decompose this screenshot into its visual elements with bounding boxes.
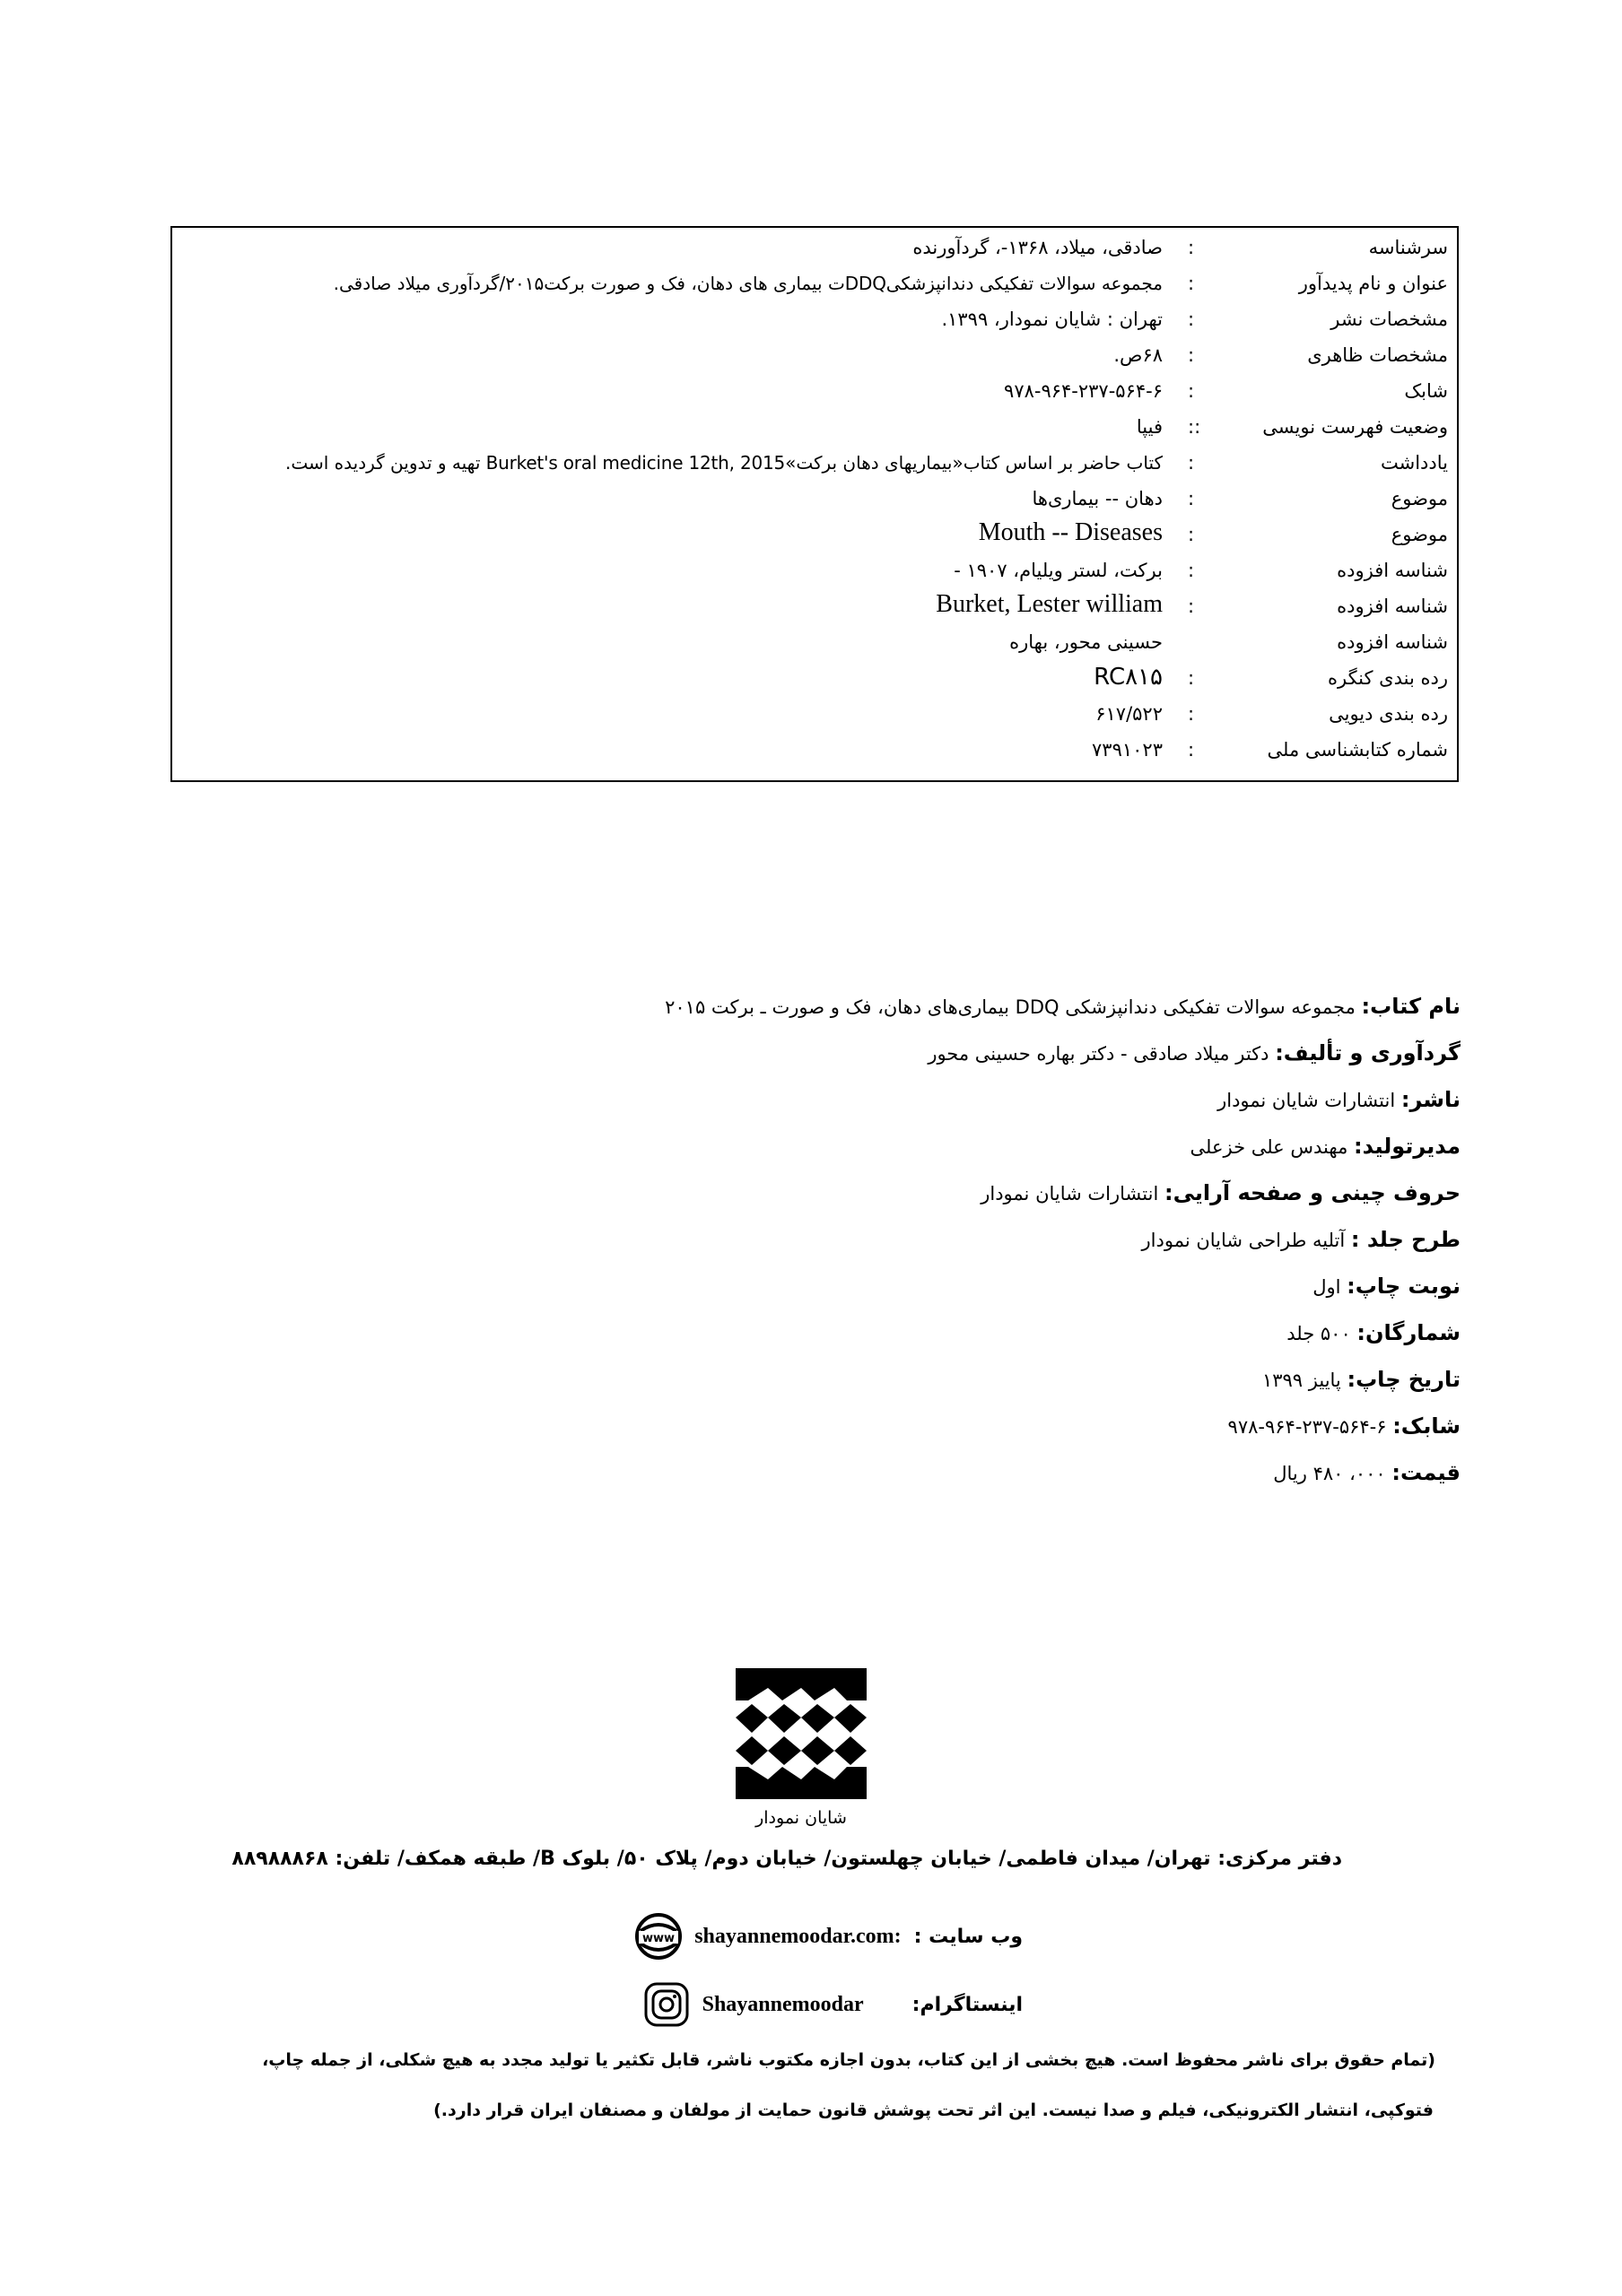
cip-row <box>172 447 1457 483</box>
cip-colon: : <box>1188 380 1195 402</box>
cip-row <box>172 339 1457 375</box>
copyright-line-1: (تمام حقوق برای ناشر محفوظ است. هیچ بخشی از این کتاب، بدون اجازه مکتوب ناشر، قابل تکثیر یا تولید مجدد به هیچ شکلی، از جمله چاپ، <box>262 2050 1435 2070</box>
credit-label: نوبت چاپ: <box>1347 1274 1461 1299</box>
website-row <box>635 1914 1023 1959</box>
cip-value: صادقی، میلاد، ۱۳۶۸-، گردآورنده <box>912 237 1163 258</box>
credit-line <box>474 1367 1461 1413</box>
cip-colon: : <box>1188 596 1195 617</box>
credit-line <box>474 1087 1461 1134</box>
credit-line <box>474 1134 1461 1180</box>
cip-value: RC۸۱۵ <box>1094 664 1163 691</box>
cip-value: دهان -- بیماری‌ها <box>1032 488 1163 509</box>
cip-row <box>172 303 1457 339</box>
instagram-row <box>643 1982 1023 2027</box>
credit-value: مهندس علی خزعلی <box>1190 1136 1354 1158</box>
cip-label: شناسه افزوده <box>1337 596 1448 617</box>
cip-colon: : <box>1188 488 1195 509</box>
logo-caption: شایان نمودار <box>755 1808 847 1828</box>
cip-value: برکت، لستر ویلیام، ۱۹۰۷ - <box>954 560 1163 581</box>
credit-line <box>474 1274 1461 1320</box>
cip-colon: : <box>1188 703 1195 725</box>
credit-value: انتشارات شایان نمودار <box>981 1183 1164 1205</box>
cip-row <box>172 518 1457 554</box>
cip-value: Mouth -- Diseases <box>978 518 1163 546</box>
credit-label: شابک: <box>1392 1413 1461 1439</box>
cip-colon: : <box>1188 667 1195 689</box>
credit-label: تاریخ چاپ: <box>1347 1367 1461 1392</box>
credit-line <box>474 994 1461 1040</box>
cip-label: شناسه افزوده <box>1337 631 1448 653</box>
credit-line <box>474 1460 1461 1507</box>
cip-label: مشخصات ظاهری <box>1307 344 1448 366</box>
credit-line <box>474 1320 1461 1367</box>
cip-row <box>172 411 1457 447</box>
cip-value: فیپا <box>1136 416 1163 438</box>
credit-label: مدیرتولید: <box>1354 1134 1461 1159</box>
credit-value: پاییز ۱۳۹۹ <box>1261 1370 1347 1391</box>
cip-row <box>172 483 1457 518</box>
cip-row <box>172 267 1457 303</box>
cip-label: عنوان و نام پدیدآور <box>1298 273 1448 294</box>
cip-label: شناسه افزوده <box>1337 560 1448 581</box>
cip-value: Burket, Lester william <box>936 590 1163 618</box>
credit-label: حروف چینی و صفحه آرایی: <box>1164 1180 1461 1205</box>
credit-value: مجموعه سوالات تفکیکی دندانپزشکی DDQ بیماری‌های دهان، فک و صورت ـ برکت ۲۰۱۵ <box>665 996 1362 1018</box>
globe-www-icon <box>635 1913 682 1960</box>
credit-value: آتلیه طراحی شایان نمودار <box>1141 1230 1351 1251</box>
cip-row <box>172 554 1457 590</box>
cip-value: ۹۷۸-۹۶۴-۲۳۷-۵۶۴-۶ <box>1004 380 1163 402</box>
website-link[interactable]: shayannemoodar.com: <box>694 1924 902 1948</box>
cip-colon: : <box>1188 739 1195 761</box>
cip-row <box>172 375 1457 411</box>
cip-label: موضوع <box>1391 524 1448 545</box>
credit-label: قیمت: <box>1391 1460 1461 1485</box>
cip-label: شماره کتابشناسی ملی <box>1267 739 1448 761</box>
cip-colon: : <box>1188 273 1195 294</box>
publisher-address: دفتر مرکزی: تهران/ میدان فاطمی/ خیابان چهلستون/ خیابان دوم/ پلاک ۵۰/ بلوک B/ طبقه همکف/ تلفن: ۸۸۹۸۸۸۶۸ <box>231 1848 1342 1870</box>
cip-row <box>172 590 1457 626</box>
credit-line <box>474 1413 1461 1460</box>
credit-label: گردآوری و تألیف: <box>1275 1040 1461 1065</box>
credit-value: ۶-۵۶۴-۲۳۷-۹۶۴-۹۷۸ <box>1227 1416 1393 1438</box>
credit-label: ناشر: <box>1400 1087 1461 1112</box>
instagram-icon <box>643 1981 690 2028</box>
credit-label: شمارگان: <box>1356 1320 1461 1345</box>
cip-row <box>172 734 1457 770</box>
cip-colon: : <box>1188 560 1195 581</box>
cip-colon: : <box>1188 344 1195 366</box>
publisher-logo-mark <box>736 1668 867 1799</box>
cip-value: ۶۱۷/۵۲۲ <box>1095 703 1163 725</box>
instagram-label: اینستاگرام: <box>911 1993 1023 2016</box>
credit-line <box>474 1227 1461 1274</box>
cip-colon: : <box>1188 309 1195 330</box>
credit-line <box>474 1180 1461 1227</box>
book-credits <box>474 994 1461 1507</box>
credit-value: اول <box>1312 1276 1347 1298</box>
cip-label: شابک <box>1404 380 1448 402</box>
credit-label: نام کتاب: <box>1361 994 1461 1019</box>
svg-text:www: www <box>642 1932 676 1945</box>
copyright-line-2: فتوکپی، انتشار الکترونیکی، فیلم و صدا نیست. این اثر تحت پوشش قانون حمایت از مولفان و مصنفان ایران قرار دارد.) <box>433 2100 1434 2120</box>
instagram-handle[interactable]: Shayannemoodar <box>702 1992 864 2016</box>
cip-label: رده بندی دیویی <box>1329 703 1448 725</box>
cip-value: حسینی محور، بهاره <box>1009 631 1163 653</box>
cip-value: ۷۳۹۱۰۲۳ <box>1092 739 1163 761</box>
credit-value: انتشارات شایان نمودار <box>1217 1090 1401 1111</box>
cip-value: تهران : شایان نمودار، ۱۳۹۹. <box>941 309 1163 330</box>
credit-value: دکتر میلاد صادقی - دکتر بهاره حسینی محور <box>928 1043 1276 1065</box>
publisher-logo <box>736 1668 867 1799</box>
cip-value: مجموعه سوالات تفکیکی دندانپزشکیDDQت بیماری های دهان، فک و صورت برکت۲۰۱۵/گردآوری میلاد صادقی. <box>333 273 1163 294</box>
credit-value: ۰۰۰، ۴۸۰ ریال <box>1273 1463 1392 1484</box>
cip-label: وضعیت فهرست نویسی <box>1262 416 1448 438</box>
cip-label: سرشناسه <box>1368 237 1448 258</box>
cip-colon: : <box>1188 237 1195 258</box>
cip-label: موضوع <box>1391 488 1448 509</box>
cip-value: کتاب حاضر بر اساس کتاب«بیماریهای دهان برکت»Burket's oral medicine 12th, 2015 تهیه و تدوین گردیده است. <box>285 452 1163 474</box>
cip-row <box>172 662 1457 698</box>
cip-row <box>172 231 1457 267</box>
cip-label: رده بندی کنگره <box>1327 667 1448 689</box>
website-label: وب سایت : <box>913 1925 1023 1948</box>
credit-value: ۵۰۰ جلد <box>1286 1323 1357 1344</box>
credit-label: طرح جلد : <box>1350 1227 1461 1252</box>
cip-colon: : <box>1188 452 1195 474</box>
cip-row <box>172 698 1457 734</box>
cip-row <box>172 626 1457 662</box>
cip-colon: : <box>1188 524 1195 545</box>
credit-line <box>474 1040 1461 1087</box>
cip-label: مشخصات نشر <box>1330 309 1448 330</box>
cataloging-box <box>170 226 1459 782</box>
cip-value: ۶۸ص. <box>1113 344 1163 366</box>
cip-label: یادداشت <box>1381 452 1448 474</box>
cip-colon: :: <box>1188 416 1201 438</box>
